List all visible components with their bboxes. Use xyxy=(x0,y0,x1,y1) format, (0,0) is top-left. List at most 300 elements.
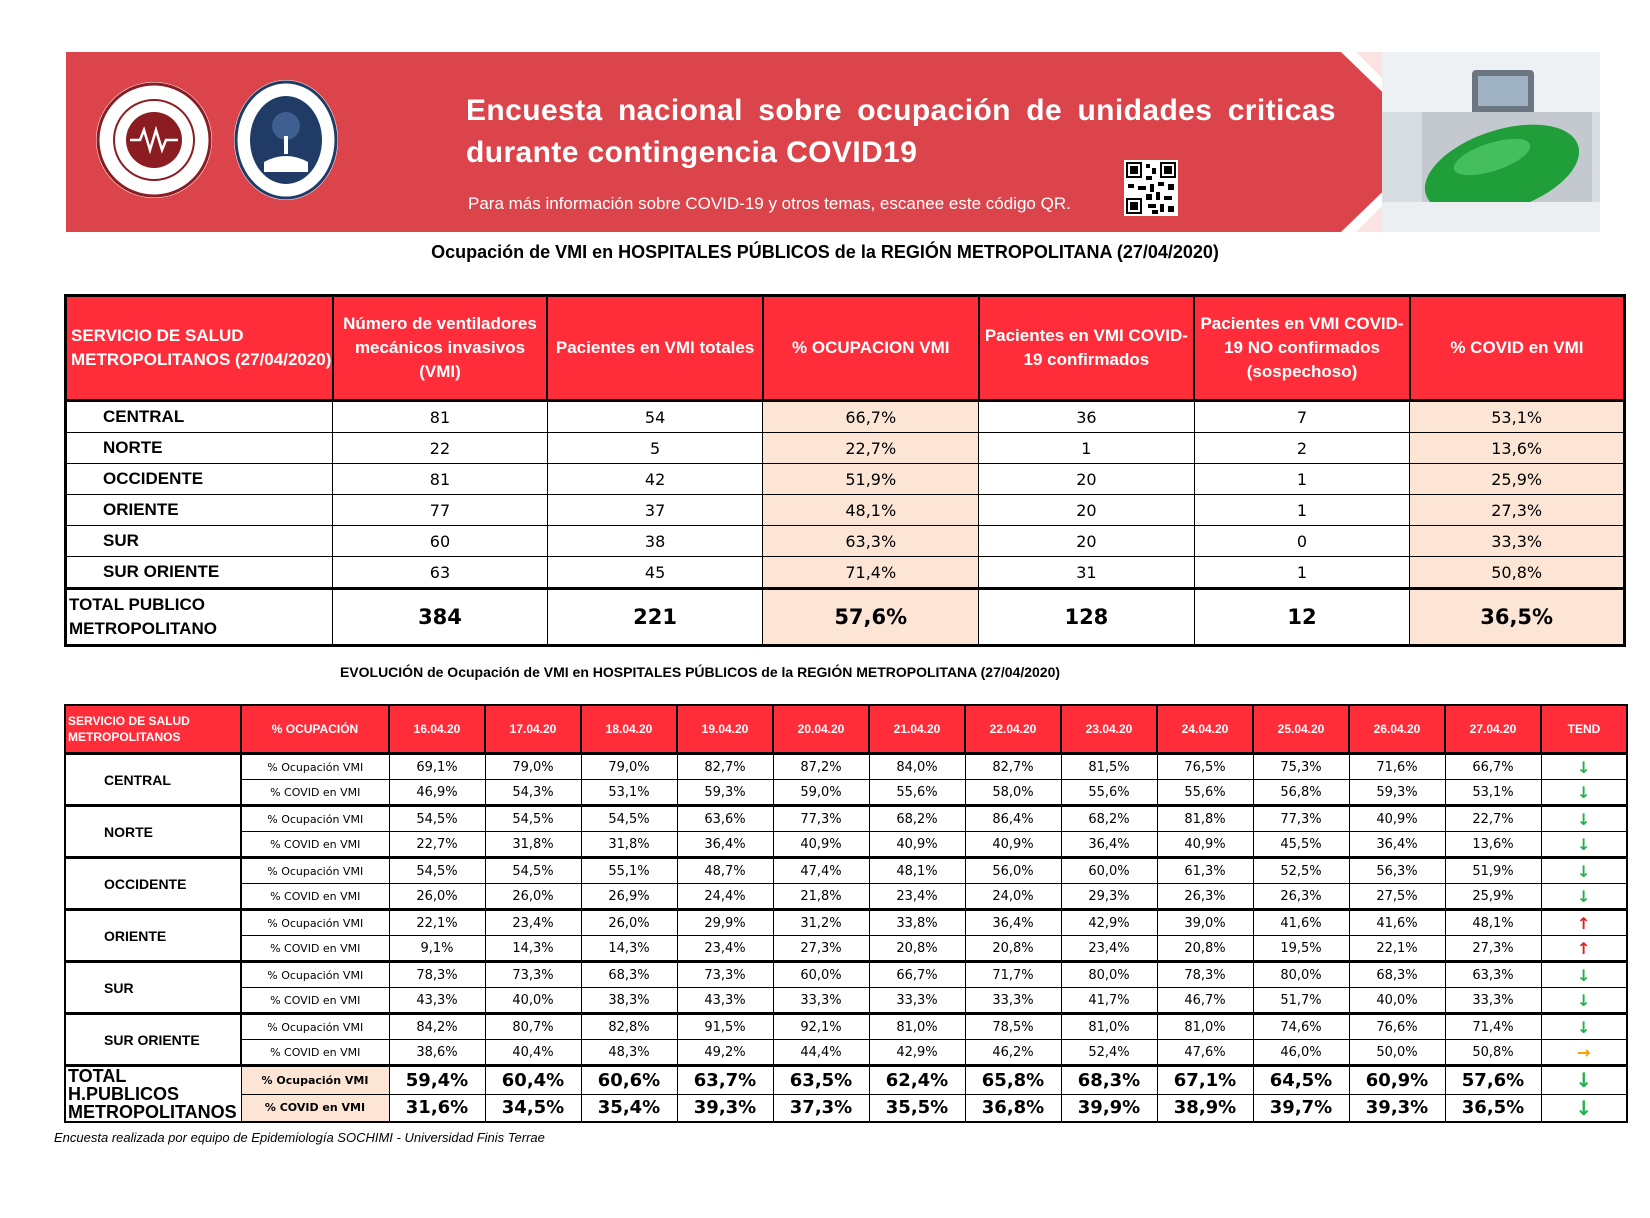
table-row xyxy=(66,401,1625,433)
value-cell: 68,2% xyxy=(1061,806,1157,832)
metric-label: % COVID en VMI xyxy=(241,832,389,858)
value-cell: 81,0% xyxy=(869,1014,965,1040)
trend-down-arrow-icon: ↓ xyxy=(1575,1095,1593,1120)
value-cell: 22,7% xyxy=(389,832,485,858)
value-cell: 20,8% xyxy=(1157,936,1253,962)
value-cell: 36,4% xyxy=(1349,832,1445,858)
value-cell: 87,2% xyxy=(773,754,869,780)
value-cell: 91,5% xyxy=(677,1014,773,1040)
cell-sospechoso: 1 xyxy=(1194,464,1410,495)
cell-sospechoso: 2 xyxy=(1194,433,1410,464)
value-cell: 14,3% xyxy=(485,936,581,962)
header-covid: % COVID en VMI xyxy=(1410,296,1625,401)
cell-sospechoso: 1 xyxy=(1194,557,1410,589)
value-cell: 31,8% xyxy=(485,832,581,858)
cell-covid: 50,8% xyxy=(1410,557,1625,589)
value-cell: 40,4% xyxy=(485,1040,581,1066)
value-cell: 33,3% xyxy=(965,988,1061,1014)
value-cell: 55,6% xyxy=(869,780,965,806)
value-cell: 40,9% xyxy=(965,832,1061,858)
cell-confirmados: 1 xyxy=(979,433,1195,464)
value-cell: 40,0% xyxy=(485,988,581,1014)
value-cell: 53,1% xyxy=(581,780,677,806)
header-metric: % OCUPACIÓN xyxy=(241,705,389,754)
value-cell: 13,6% xyxy=(1445,832,1541,858)
value-cell: 36,4% xyxy=(965,910,1061,936)
value-cell: 47,6% xyxy=(1157,1040,1253,1066)
trend-down-arrow-icon: ↓ xyxy=(1577,965,1591,985)
value-cell: 57,6% xyxy=(1445,1066,1541,1095)
trend-cell xyxy=(1541,780,1627,806)
cell-vmi: 63 xyxy=(333,557,548,589)
value-cell: 63,5% xyxy=(773,1066,869,1095)
cell-vmi: 22 xyxy=(333,433,548,464)
total-name: TOTAL PUBLICO METROPOLITANO xyxy=(66,589,333,646)
header-totales: Pacientes en VMI totales xyxy=(547,296,763,401)
cell-confirmados: 20 xyxy=(979,464,1195,495)
value-cell: 53,1% xyxy=(1445,780,1541,806)
value-cell: 22,1% xyxy=(1349,936,1445,962)
cell-vmi: 60 xyxy=(333,526,548,557)
value-cell: 38,3% xyxy=(581,988,677,1014)
table2-title: EVOLUCIÓN de Ocupación de VMI en HOSPITALES PÚBLICOS de la REGIÓN METROPOLITANA (27/04/2020) xyxy=(339,664,1061,680)
trend-cell xyxy=(1541,754,1627,780)
value-cell: 62,4% xyxy=(869,1066,965,1095)
value-cell: 40,9% xyxy=(773,832,869,858)
cell-totales: 42 xyxy=(547,464,763,495)
value-cell: 48,1% xyxy=(1445,910,1541,936)
cell-covid: 25,9% xyxy=(1410,464,1625,495)
value-cell: 42,9% xyxy=(869,1040,965,1066)
metric-label: % COVID en VMI xyxy=(241,1040,389,1066)
value-cell: 19,5% xyxy=(1253,936,1349,962)
table-row xyxy=(66,526,1625,557)
value-cell: 71,4% xyxy=(1445,1014,1541,1040)
value-cell: 82,7% xyxy=(965,754,1061,780)
table1-header-row xyxy=(66,296,1625,401)
value-cell: 59,3% xyxy=(677,780,773,806)
service-name: NORTE xyxy=(65,806,241,858)
value-cell: 21,8% xyxy=(773,884,869,910)
value-cell: 36,5% xyxy=(1445,1094,1541,1122)
value-cell: 31,8% xyxy=(581,832,677,858)
cell-confirmados: 20 xyxy=(979,526,1195,557)
cell-sospechoso: 1 xyxy=(1194,495,1410,526)
total-totales: 221 xyxy=(547,589,763,646)
cell-totales: 38 xyxy=(547,526,763,557)
service-name: SUR ORIENTE xyxy=(66,557,333,589)
trend-cell xyxy=(1541,884,1627,910)
table-row xyxy=(65,780,1627,806)
value-cell: 80,0% xyxy=(1253,962,1349,988)
value-cell: 79,0% xyxy=(485,754,581,780)
value-cell: 59,4% xyxy=(389,1066,485,1095)
value-cell: 76,6% xyxy=(1349,1014,1445,1040)
table2-header-row xyxy=(65,705,1627,754)
total-sospechoso: 12 xyxy=(1194,589,1410,646)
value-cell: 9,1% xyxy=(389,936,485,962)
metric-label: % COVID en VMI xyxy=(241,1094,389,1122)
table-row xyxy=(66,557,1625,589)
service-name: OCCIDENTE xyxy=(66,464,333,495)
cell-confirmados: 20 xyxy=(979,495,1195,526)
value-cell: 40,9% xyxy=(1349,806,1445,832)
metric-label: % COVID en VMI xyxy=(241,884,389,910)
value-cell: 38,6% xyxy=(389,1040,485,1066)
value-cell: 80,7% xyxy=(485,1014,581,1040)
trend-cell xyxy=(1541,806,1627,832)
trend-up-arrow-icon: ↑ xyxy=(1577,913,1591,933)
trend-side-arrow-icon: → xyxy=(1577,1042,1591,1062)
value-cell: 65,8% xyxy=(965,1066,1061,1095)
header-date: 21.04.20 xyxy=(869,705,965,754)
header-trend: TEND xyxy=(1541,705,1627,754)
header-banner xyxy=(66,52,1600,232)
trend-cell xyxy=(1541,1040,1627,1066)
header-date: 24.04.20 xyxy=(1157,705,1253,754)
value-cell: 47,4% xyxy=(773,858,869,884)
cell-ocupacion: 48,1% xyxy=(763,495,979,526)
trend-cell xyxy=(1541,1094,1627,1122)
trend-cell xyxy=(1541,832,1627,858)
value-cell: 66,7% xyxy=(869,962,965,988)
table-row xyxy=(65,884,1627,910)
trend-cell xyxy=(1541,858,1627,884)
value-cell: 26,0% xyxy=(485,884,581,910)
value-cell: 37,3% xyxy=(773,1094,869,1122)
cell-ocupacion: 66,7% xyxy=(763,401,979,433)
value-cell: 81,5% xyxy=(1061,754,1157,780)
value-cell: 22,7% xyxy=(1445,806,1541,832)
table-row xyxy=(65,936,1627,962)
value-cell: 61,3% xyxy=(1157,858,1253,884)
metric-label: % Ocupación VMI xyxy=(241,910,389,936)
service-name: SUR xyxy=(65,962,241,1014)
value-cell: 35,5% xyxy=(869,1094,965,1122)
trend-cell xyxy=(1541,936,1627,962)
value-cell: 36,4% xyxy=(1061,832,1157,858)
value-cell: 26,0% xyxy=(389,884,485,910)
value-cell: 50,0% xyxy=(1349,1040,1445,1066)
value-cell: 25,9% xyxy=(1445,884,1541,910)
table-row xyxy=(65,962,1627,988)
value-cell: 36,4% xyxy=(677,832,773,858)
cell-confirmados: 36 xyxy=(979,401,1195,433)
cell-sospechoso: 7 xyxy=(1194,401,1410,433)
table-row xyxy=(66,433,1625,464)
header-date: 19.04.20 xyxy=(677,705,773,754)
value-cell: 42,9% xyxy=(1061,910,1157,936)
service-name: CENTRAL xyxy=(66,401,333,433)
value-cell: 39,7% xyxy=(1253,1094,1349,1122)
header-date: 18.04.20 xyxy=(581,705,677,754)
metric-label: % Ocupación VMI xyxy=(241,754,389,780)
table-total-row xyxy=(66,589,1625,646)
value-cell: 54,5% xyxy=(485,806,581,832)
header-confirmados: Pacientes en VMI COVID-19 confirmados xyxy=(979,296,1195,401)
value-cell: 26,3% xyxy=(1157,884,1253,910)
value-cell: 34,5% xyxy=(485,1094,581,1122)
value-cell: 39,0% xyxy=(1157,910,1253,936)
table-row xyxy=(65,806,1627,832)
value-cell: 60,0% xyxy=(773,962,869,988)
trend-down-arrow-icon: ↓ xyxy=(1575,1068,1593,1093)
value-cell: 54,3% xyxy=(485,780,581,806)
value-cell: 49,2% xyxy=(677,1040,773,1066)
value-cell: 68,3% xyxy=(1061,1066,1157,1095)
trend-cell xyxy=(1541,1014,1627,1040)
cell-totales: 5 xyxy=(547,433,763,464)
finis-terrae-logo-icon xyxy=(234,80,338,200)
qr-code-icon xyxy=(1124,160,1178,216)
trend-down-arrow-icon: ↓ xyxy=(1577,1017,1591,1037)
value-cell: 68,3% xyxy=(1349,962,1445,988)
value-cell: 51,7% xyxy=(1253,988,1349,1014)
value-cell: 26,9% xyxy=(581,884,677,910)
value-cell: 35,4% xyxy=(581,1094,677,1122)
value-cell: 22,1% xyxy=(389,910,485,936)
value-cell: 54,5% xyxy=(581,806,677,832)
value-cell: 40,9% xyxy=(869,832,965,858)
header-date: 17.04.20 xyxy=(485,705,581,754)
value-cell: 71,6% xyxy=(1349,754,1445,780)
value-cell: 60,0% xyxy=(1061,858,1157,884)
value-cell: 50,8% xyxy=(1445,1040,1541,1066)
metric-label: % Ocupación VMI xyxy=(241,806,389,832)
value-cell: 27,3% xyxy=(1445,936,1541,962)
value-cell: 46,7% xyxy=(1157,988,1253,1014)
value-cell: 64,5% xyxy=(1253,1066,1349,1095)
trend-down-arrow-icon: ↓ xyxy=(1577,990,1591,1010)
footer-note: Encuesta realizada por equipo de Epidemiología SOCHIMI - Universidad Finis Terrae xyxy=(54,1130,545,1145)
value-cell: 55,6% xyxy=(1157,780,1253,806)
banner-subtitle: Para más información sobre COVID-19 y otros temas, escanee este código QR. xyxy=(468,194,1071,213)
cell-ocupacion: 63,3% xyxy=(763,526,979,557)
value-cell: 46,0% xyxy=(1253,1040,1349,1066)
value-cell: 78,3% xyxy=(1157,962,1253,988)
value-cell: 48,1% xyxy=(869,858,965,884)
service-name: ORIENTE xyxy=(66,495,333,526)
header-servicio: SERVICIO DE SALUD METROPOLITANOS (27/04/2020) xyxy=(66,296,333,401)
value-cell: 23,4% xyxy=(869,884,965,910)
value-cell: 66,7% xyxy=(1445,754,1541,780)
value-cell: 86,4% xyxy=(965,806,1061,832)
service-name: SUR xyxy=(66,526,333,557)
value-cell: 40,0% xyxy=(1349,988,1445,1014)
value-cell: 33,3% xyxy=(869,988,965,1014)
value-cell: 33,3% xyxy=(1445,988,1541,1014)
cell-covid: 33,3% xyxy=(1410,526,1625,557)
header-date: 26.04.20 xyxy=(1349,705,1445,754)
service-name: ORIENTE xyxy=(65,910,241,962)
value-cell: 43,3% xyxy=(389,988,485,1014)
value-cell: 48,7% xyxy=(677,858,773,884)
evolution-table xyxy=(64,704,1628,1123)
value-cell: 26,0% xyxy=(581,910,677,936)
cell-covid: 27,3% xyxy=(1410,495,1625,526)
value-cell: 78,3% xyxy=(389,962,485,988)
value-cell: 71,7% xyxy=(965,962,1061,988)
value-cell: 55,6% xyxy=(1061,780,1157,806)
value-cell: 56,8% xyxy=(1253,780,1349,806)
table-row xyxy=(65,988,1627,1014)
trend-down-arrow-icon: ↓ xyxy=(1577,809,1591,829)
header-date: 25.04.20 xyxy=(1253,705,1349,754)
metric-label: % COVID en VMI xyxy=(241,936,389,962)
value-cell: 20,8% xyxy=(869,936,965,962)
metric-label: % Ocupación VMI xyxy=(241,1066,389,1095)
value-cell: 23,4% xyxy=(1061,936,1157,962)
cell-covid: 13,6% xyxy=(1410,433,1625,464)
value-cell: 40,9% xyxy=(1157,832,1253,858)
value-cell: 75,3% xyxy=(1253,754,1349,780)
value-cell: 39,3% xyxy=(1349,1094,1445,1122)
cell-totales: 54 xyxy=(547,401,763,433)
value-cell: 67,1% xyxy=(1157,1066,1253,1095)
metric-label: % COVID en VMI xyxy=(241,988,389,1014)
metric-label: % Ocupación VMI xyxy=(241,858,389,884)
value-cell: 77,3% xyxy=(773,806,869,832)
value-cell: 54,5% xyxy=(389,858,485,884)
value-cell: 56,3% xyxy=(1349,858,1445,884)
table-row xyxy=(65,832,1627,858)
value-cell: 92,1% xyxy=(773,1014,869,1040)
total-confirmados: 128 xyxy=(979,589,1195,646)
value-cell: 63,3% xyxy=(1445,962,1541,988)
table-row xyxy=(65,1066,1627,1095)
value-cell: 31,6% xyxy=(389,1094,485,1122)
value-cell: 39,3% xyxy=(677,1094,773,1122)
value-cell: 81,0% xyxy=(1157,1014,1253,1040)
trend-cell xyxy=(1541,910,1627,936)
trend-down-arrow-icon: ↓ xyxy=(1577,886,1591,906)
sochimi-logo-icon xyxy=(96,82,212,198)
value-cell: 54,5% xyxy=(389,806,485,832)
table-row xyxy=(65,754,1627,780)
value-cell: 58,0% xyxy=(965,780,1061,806)
service-name: CENTRAL xyxy=(65,754,241,806)
trend-cell xyxy=(1541,962,1627,988)
value-cell: 46,9% xyxy=(389,780,485,806)
header-servicio: SERVICIO DE SALUD METROPOLITANOS xyxy=(65,705,241,754)
value-cell: 80,0% xyxy=(1061,962,1157,988)
value-cell: 63,7% xyxy=(677,1066,773,1095)
cell-confirmados: 31 xyxy=(979,557,1195,589)
value-cell: 24,0% xyxy=(965,884,1061,910)
value-cell: 41,6% xyxy=(1253,910,1349,936)
value-cell: 20,8% xyxy=(965,936,1061,962)
header-date: 27.04.20 xyxy=(1445,705,1541,754)
value-cell: 46,2% xyxy=(965,1040,1061,1066)
value-cell: 82,7% xyxy=(677,754,773,780)
value-cell: 39,9% xyxy=(1061,1094,1157,1122)
table-row xyxy=(65,1094,1627,1122)
value-cell: 43,3% xyxy=(677,988,773,1014)
value-cell: 23,4% xyxy=(677,936,773,962)
table1-title: Ocupación de VMI en HOSPITALES PÚBLICOS de la REGIÓN METROPOLITANA (27/04/2020) xyxy=(431,242,1219,262)
value-cell: 38,9% xyxy=(1157,1094,1253,1122)
metric-label: % Ocupación VMI xyxy=(241,1014,389,1040)
cell-vmi: 77 xyxy=(333,495,548,526)
value-cell: 84,0% xyxy=(869,754,965,780)
value-cell: 26,3% xyxy=(1253,884,1349,910)
header-vmi: Número de ventiladores mecánicos invasivos (VMI) xyxy=(333,296,548,401)
value-cell: 68,3% xyxy=(581,962,677,988)
cell-vmi: 81 xyxy=(333,464,548,495)
cell-sospechoso: 0 xyxy=(1194,526,1410,557)
value-cell: 33,8% xyxy=(869,910,965,936)
value-cell: 69,1% xyxy=(389,754,485,780)
value-cell: 45,5% xyxy=(1253,832,1349,858)
cell-ocupacion: 22,7% xyxy=(763,433,979,464)
header-date: 23.04.20 xyxy=(1061,705,1157,754)
value-cell: 55,1% xyxy=(581,858,677,884)
value-cell: 77,3% xyxy=(1253,806,1349,832)
value-cell: 52,5% xyxy=(1253,858,1349,884)
value-cell: 59,0% xyxy=(773,780,869,806)
header-ocupacion: % OCUPACION VMI xyxy=(763,296,979,401)
value-cell: 36,8% xyxy=(965,1094,1061,1122)
table-row xyxy=(66,464,1625,495)
value-cell: 60,4% xyxy=(485,1066,581,1095)
value-cell: 54,5% xyxy=(485,858,581,884)
total-name: TOTAL H.PUBLICOS METROPOLITANOS xyxy=(65,1066,241,1123)
header-date: 16.04.20 xyxy=(389,705,485,754)
metric-label: % COVID en VMI xyxy=(241,780,389,806)
trend-down-arrow-icon: ↓ xyxy=(1577,757,1591,777)
table-row xyxy=(66,495,1625,526)
cell-vmi: 81 xyxy=(333,401,548,433)
value-cell: 60,6% xyxy=(581,1066,677,1095)
header-sospechoso: Pacientes en VMI COVID-19 NO confirmados (sospechoso) xyxy=(1194,296,1410,401)
value-cell: 33,3% xyxy=(773,988,869,1014)
service-name: NORTE xyxy=(66,433,333,464)
trend-cell xyxy=(1541,1066,1627,1095)
trend-up-arrow-icon: ↑ xyxy=(1577,938,1591,958)
table-row xyxy=(65,910,1627,936)
total-covid: 36,5% xyxy=(1410,589,1625,646)
table-row xyxy=(65,1040,1627,1066)
cell-totales: 45 xyxy=(547,557,763,589)
cell-ocupacion: 51,9% xyxy=(763,464,979,495)
value-cell: 48,3% xyxy=(581,1040,677,1066)
value-cell: 60,9% xyxy=(1349,1066,1445,1095)
header-date: 20.04.20 xyxy=(773,705,869,754)
value-cell: 78,5% xyxy=(965,1014,1061,1040)
ventilator-photo xyxy=(1382,52,1600,232)
trend-cell xyxy=(1541,988,1627,1014)
total-vmi: 384 xyxy=(333,589,548,646)
cell-covid: 53,1% xyxy=(1410,401,1625,433)
trend-down-arrow-icon: ↓ xyxy=(1577,861,1591,881)
value-cell: 24,4% xyxy=(677,884,773,910)
value-cell: 56,0% xyxy=(965,858,1061,884)
total-ocupacion: 57,6% xyxy=(763,589,979,646)
value-cell: 82,8% xyxy=(581,1014,677,1040)
value-cell: 23,4% xyxy=(485,910,581,936)
trend-down-arrow-icon: ↓ xyxy=(1577,834,1591,854)
value-cell: 84,2% xyxy=(389,1014,485,1040)
value-cell: 44,4% xyxy=(773,1040,869,1066)
value-cell: 81,0% xyxy=(1061,1014,1157,1040)
service-name: SUR ORIENTE xyxy=(65,1014,241,1066)
value-cell: 29,3% xyxy=(1061,884,1157,910)
value-cell: 31,2% xyxy=(773,910,869,936)
value-cell: 74,6% xyxy=(1253,1014,1349,1040)
table-row xyxy=(65,1014,1627,1040)
value-cell: 81,8% xyxy=(1157,806,1253,832)
value-cell: 73,3% xyxy=(677,962,773,988)
